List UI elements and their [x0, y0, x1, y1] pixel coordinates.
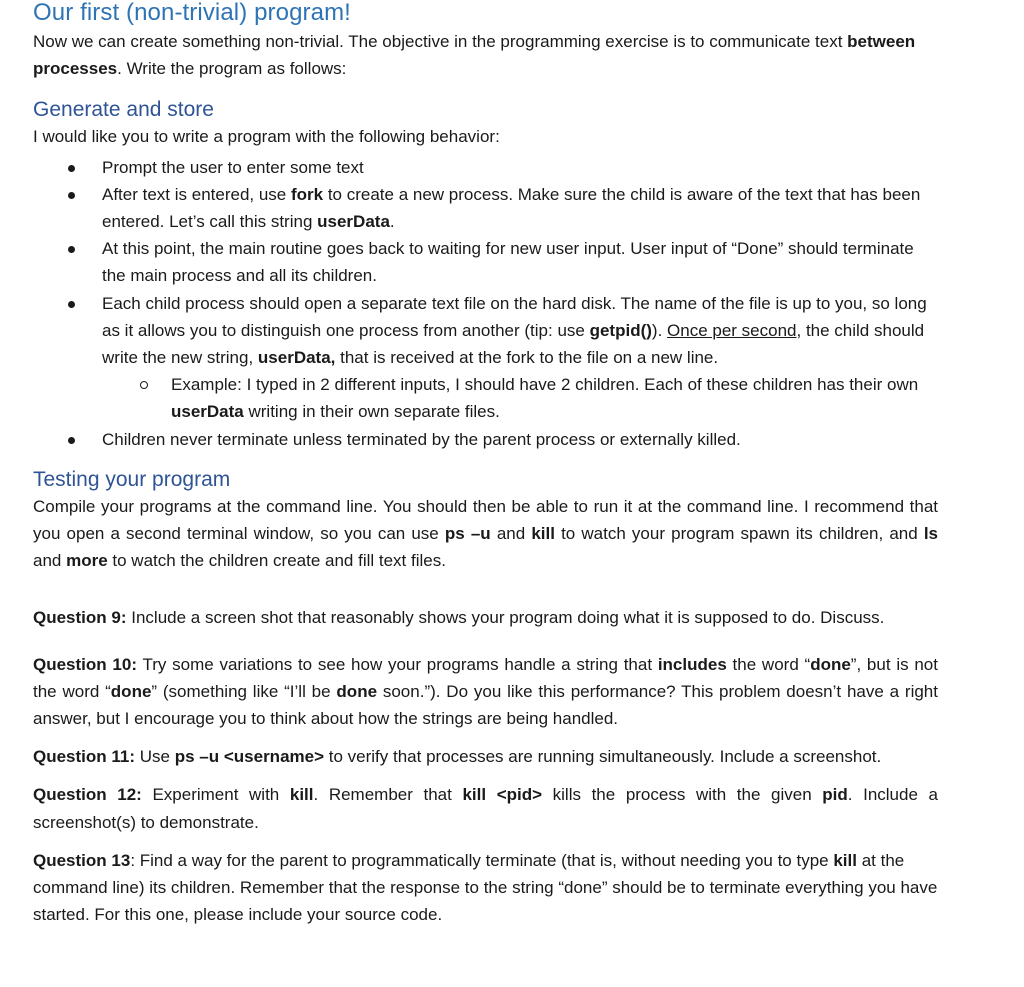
- question-10: Question 10: Try some variations to see how your programs handle a string that includes the word “done”, but is not the word “done” (something like “I’ll be done soon.”). Do you like this performance? This problem doesn’t have a right answer, but I encourage you to think about how the strings are being handled.: [33, 654, 938, 729]
- heading-testing-your-program: Testing your program: [33, 467, 231, 491]
- intro-paragraph: Now we can create something non-trivial. The objective in the programming exercise is to communicate text between processes. Write the program as follows:: [33, 32, 916, 79]
- page-title: Our first (non-trivial) program!: [33, 0, 351, 26]
- document-page: [33, 0, 938, 928]
- question-9: Question 9: Include a screen shot that reasonably shows your program doing what it is supposed to do. Discuss.: [33, 608, 885, 628]
- list-item: Prompt the user to enter some text: [33, 154, 938, 181]
- question-12: Question 12: Experiment with kill. Remember that kill <pid> kills the process with the given pid. Include a screenshot(s) to demonstrate.: [33, 785, 938, 832]
- list-item: Example: I typed in 2 different inputs, I should have 2 children. Each of these children has their own userData writing in their own separate files.: [102, 371, 938, 425]
- testing-paragraph: Compile your programs at the command line. You should then be able to run it at the command line. I recommend that you open a second terminal window, so you can use ps –u and kill to watch your program spawn its children, and ls and more to watch the children create and fill text files.: [33, 496, 938, 571]
- behavior-list: [33, 154, 938, 453]
- example-sublist: [102, 371, 938, 425]
- list-item: After text is entered, use fork to create a new process. Make sure the child is aware of the text that has been entered. Let’s call this string userData.: [33, 181, 938, 235]
- question-11: Question 11: Use ps –u <username> to verify that processes are running simultaneously. Include a screenshot.: [33, 747, 882, 767]
- list-item: Each child process should open a separate text file on the hard disk. The name of the file is up to you, so long as it allows you to distinguish one process from another (tip: use getpid()). Once per second, the child should write the new string, userData, that is received at the fork to the file on a new line. Example: I typed in 2 different inputs, I should have 2 children. Each of these children has their own userData writing in their own separate files.: [33, 290, 938, 426]
- list-item: Children never terminate unless terminated by the parent process or externally killed.: [33, 426, 938, 453]
- question-13: Question 13: Find a way for the parent to programmatically terminate (that is, without needing you to type kill at the command line) its children. Remember that the response to the string “done” should be to terminate everything you have started. For this one, please include your source code.: [33, 850, 938, 925]
- list-item: At this point, the main routine goes back to waiting for new user input. User input of “Done” should terminate the main process and all its children.: [33, 235, 938, 289]
- heading-generate-and-store: Generate and store: [33, 98, 214, 122]
- generate-lead: I would like you to write a program with the following behavior:: [33, 127, 500, 147]
